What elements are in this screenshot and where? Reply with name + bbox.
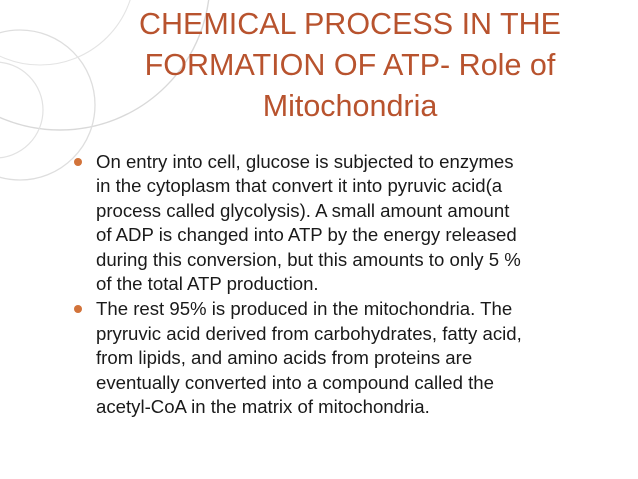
bullet-dot-icon xyxy=(74,158,82,166)
bullet-text-line: process called glycolysis). A small amount amount xyxy=(96,199,510,221)
title-line: FORMATION OF ATP- Role of xyxy=(144,48,556,82)
bullet-text-line: eventually converted into a compound called the xyxy=(96,371,494,393)
bullet-text-line: On entry into cell, glucose is subjected to enzymes xyxy=(96,151,514,172)
bullet-text-line: The rest 95% is produced in the mitochondria. The xyxy=(96,298,513,320)
bullet-text-line: in the cytoplasm that convert it into pyruvic acid(a xyxy=(96,175,503,197)
bullet-item xyxy=(74,150,630,296)
decor-arc-inner xyxy=(0,62,43,158)
bullet-text-line: acetyl-CoA in the matrix of mitochondria. xyxy=(96,396,430,418)
bullet-item xyxy=(74,297,630,419)
bullet-text-line: during this conversion, but this amounts to only 5 % xyxy=(96,248,521,270)
bullet-text-line: of the total ATP production. xyxy=(96,273,319,295)
title-line: CHEMICAL PROCESS IN THE xyxy=(139,7,561,41)
bullet-list xyxy=(74,150,630,420)
title-line: Mitochondria xyxy=(262,89,438,123)
slide-title xyxy=(100,4,600,127)
bullet-text-line: from lipids, and amino acids from proteins are xyxy=(96,347,473,369)
bullet-text-line: of ADP is changed into ATP by the energy released xyxy=(96,224,517,246)
bullet-dot-icon xyxy=(74,305,82,313)
bullet-text-line: pryruvic acid derived from carbohydrates, fatty acid, xyxy=(96,322,522,344)
